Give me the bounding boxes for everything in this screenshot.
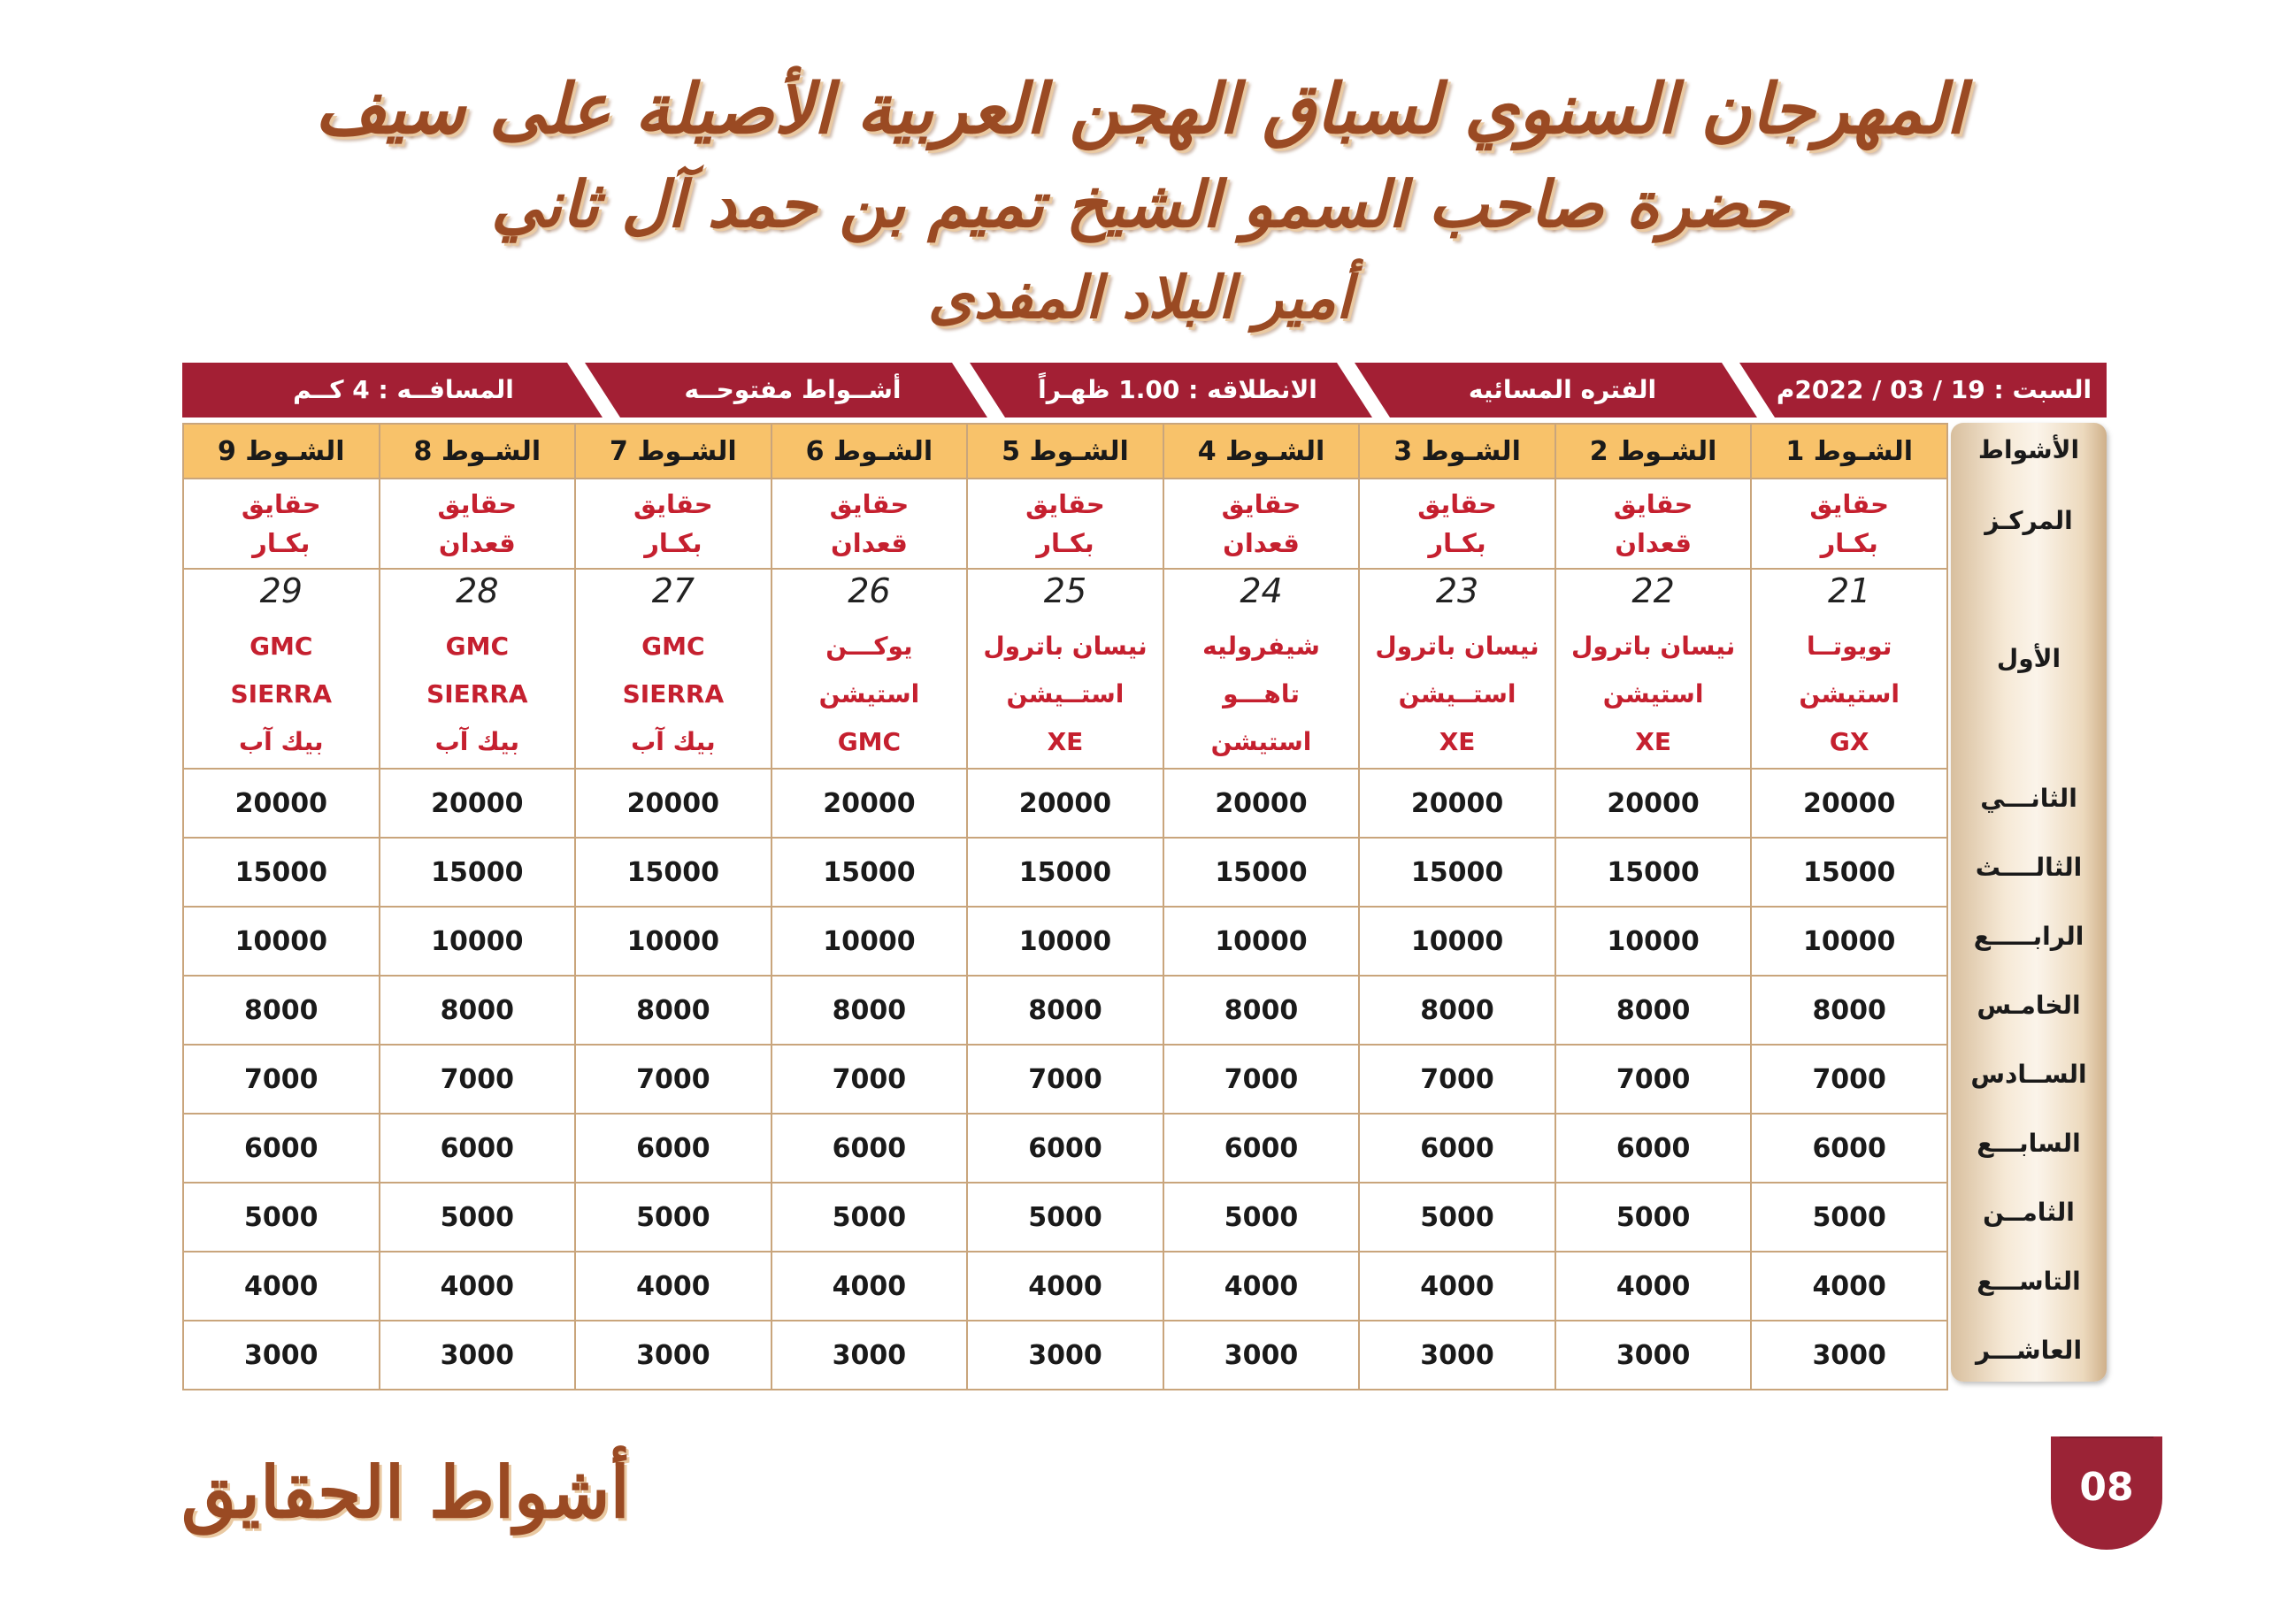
prize-cell: 6000 bbox=[1555, 1114, 1752, 1183]
title-line-3: أمير البلاد المفدى bbox=[927, 263, 1353, 332]
sex-text: بكـار bbox=[644, 528, 702, 558]
prize-cell: 15000 bbox=[772, 838, 968, 907]
prize-cell: 6000 bbox=[1751, 1114, 1947, 1183]
first-prize-cell bbox=[1359, 569, 1555, 769]
label-seventh: السابـــع bbox=[1977, 1129, 2081, 1158]
first-prize-cell bbox=[183, 569, 380, 769]
prize-cell: 8000 bbox=[772, 976, 968, 1045]
center-cell bbox=[575, 479, 772, 569]
prize-cell: 15000 bbox=[1163, 838, 1360, 907]
prize-cell: 8000 bbox=[1751, 976, 1947, 1045]
prize-cell: 10000 bbox=[967, 907, 1163, 976]
sex-text: بكـار bbox=[252, 528, 311, 558]
prize-cell: 3000 bbox=[183, 1321, 380, 1390]
prize-cell: 15000 bbox=[1751, 838, 1947, 907]
car-model: SIERRA bbox=[426, 679, 528, 709]
prize-cell: 4000 bbox=[183, 1252, 380, 1321]
center-cell bbox=[1163, 479, 1360, 569]
category-text: حقايق bbox=[1025, 489, 1105, 519]
prize-cell: 15000 bbox=[380, 838, 576, 907]
car-type: GX bbox=[1829, 727, 1869, 756]
prize-cell: 5000 bbox=[1163, 1183, 1360, 1252]
category-text: حقايق bbox=[437, 489, 518, 519]
car-make: نيسان باترول bbox=[1375, 632, 1539, 661]
prize-cell: 7000 bbox=[575, 1045, 772, 1114]
prize-cell: 6000 bbox=[183, 1114, 380, 1183]
prize-cell: 4000 bbox=[1163, 1252, 1360, 1321]
second-prize-row bbox=[183, 769, 1947, 838]
prize-cell: 4000 bbox=[575, 1252, 772, 1321]
category-text: حقايق bbox=[633, 489, 713, 519]
car-make: شيفروليه bbox=[1202, 632, 1320, 661]
car-type: XE bbox=[1047, 727, 1084, 756]
prize-cell: 5000 bbox=[183, 1183, 380, 1252]
round-header: الشـوط 4 bbox=[1163, 424, 1360, 479]
car-model: استــيشن bbox=[1006, 679, 1125, 709]
prize-cell: 4000 bbox=[1359, 1252, 1555, 1321]
first-prize-cell bbox=[967, 569, 1163, 769]
prize-cell: 7000 bbox=[772, 1045, 968, 1114]
prize-cell: 10000 bbox=[1163, 907, 1360, 976]
eighth-prize-row bbox=[183, 1183, 1947, 1252]
label-eighth: الثامــن bbox=[1983, 1198, 2075, 1227]
round-header: الشـوط 7 bbox=[575, 424, 772, 479]
round-header: الشـوط 9 bbox=[183, 424, 380, 479]
prize-cell: 10000 bbox=[772, 907, 968, 976]
label-fourth: الرابـــــع bbox=[1973, 922, 2084, 951]
car-make: يوكـــن bbox=[825, 632, 913, 661]
prize-cell: 6000 bbox=[1163, 1114, 1360, 1183]
car-number: 22 bbox=[1631, 571, 1675, 610]
category-text: حقايق bbox=[1417, 489, 1497, 519]
round-header: الشـوط 6 bbox=[772, 424, 968, 479]
round-header: الشـوط 2 bbox=[1555, 424, 1752, 479]
prize-cell: 5000 bbox=[380, 1183, 576, 1252]
prize-cell: 4000 bbox=[772, 1252, 968, 1321]
center-cell bbox=[1359, 479, 1555, 569]
rounds-header-row bbox=[183, 424, 1947, 479]
banner-period: الفتره المسائيه bbox=[1468, 375, 1657, 404]
car-type: XE bbox=[1439, 727, 1476, 756]
title-line-2: حضرة صاحب السمو الشيخ تميم بن حمد آل ثاني bbox=[491, 166, 1789, 241]
prize-cell: 5000 bbox=[967, 1183, 1163, 1252]
tenth-prize-row bbox=[183, 1321, 1947, 1390]
section-title: أشواط الحقايق bbox=[181, 1451, 630, 1534]
row-labels-column bbox=[1951, 423, 2107, 1382]
prize-cell: 4000 bbox=[380, 1252, 576, 1321]
car-make: نيسان باترول bbox=[1570, 632, 1736, 661]
fifth-prize-row bbox=[183, 976, 1947, 1045]
round-header: الشـوط 3 bbox=[1359, 424, 1555, 479]
label-first: الأول bbox=[1996, 644, 2061, 673]
title-line-1: المهرجان السنوي لسباق الهجن العربية الأصيلة على سيف bbox=[315, 69, 1965, 149]
category-text: حقايق bbox=[1809, 489, 1890, 519]
label-tenth: العاشـــر bbox=[1975, 1336, 2083, 1365]
prize-table bbox=[182, 423, 1948, 1390]
category-text: حقايق bbox=[241, 489, 321, 519]
car-number: 26 bbox=[848, 571, 891, 610]
seventh-prize-row bbox=[183, 1114, 1947, 1183]
title-block bbox=[0, 69, 2280, 356]
prize-cell: 3000 bbox=[1751, 1321, 1947, 1390]
prize-cell: 5000 bbox=[1555, 1183, 1752, 1252]
label-rounds: الأشواط bbox=[1977, 435, 2080, 464]
prize-cell: 8000 bbox=[183, 976, 380, 1045]
prize-cell: 15000 bbox=[183, 838, 380, 907]
page-number: 08 bbox=[2079, 1465, 2134, 1510]
car-type: GMC bbox=[837, 727, 902, 756]
car-model: استيشن bbox=[1799, 679, 1900, 709]
first-prize-cell bbox=[1751, 569, 1947, 769]
prize-cell: 5000 bbox=[772, 1183, 968, 1252]
car-type: استيشن bbox=[1210, 727, 1312, 756]
prize-cell: 7000 bbox=[380, 1045, 576, 1114]
first-prize-cell bbox=[1163, 569, 1360, 769]
banner-distance: المسافــه : 4 كــم bbox=[293, 375, 514, 404]
first-prize-cell bbox=[772, 569, 968, 769]
prize-cell: 3000 bbox=[1163, 1321, 1360, 1390]
car-model: استيشن bbox=[1602, 679, 1704, 709]
prize-cell: 7000 bbox=[1359, 1045, 1555, 1114]
car-make: نيسان باترول bbox=[983, 632, 1148, 661]
car-type: بيك آب bbox=[239, 727, 324, 756]
category-text: حقايق bbox=[1221, 489, 1301, 519]
sex-text: قعدان bbox=[831, 528, 908, 558]
prize-cell: 7000 bbox=[1751, 1045, 1947, 1114]
label-third: الثالــــث bbox=[1975, 853, 2083, 882]
ninth-prize-row bbox=[183, 1252, 1947, 1321]
prize-cell: 20000 bbox=[183, 769, 380, 838]
round-header: الشـوط 5 bbox=[967, 424, 1163, 479]
prize-cell: 20000 bbox=[772, 769, 968, 838]
car-make: GMC bbox=[249, 632, 313, 661]
prize-cell: 3000 bbox=[967, 1321, 1163, 1390]
prize-cell: 5000 bbox=[575, 1183, 772, 1252]
prize-cell: 8000 bbox=[1555, 976, 1752, 1045]
first-prize-cell bbox=[1555, 569, 1752, 769]
prize-cell: 20000 bbox=[380, 769, 576, 838]
car-type: XE bbox=[1635, 727, 1671, 756]
sex-text: بكـار bbox=[1036, 528, 1094, 558]
round-header: الشـوط 1 bbox=[1751, 424, 1947, 479]
prize-cell: 7000 bbox=[967, 1045, 1163, 1114]
prize-cell: 20000 bbox=[1751, 769, 1947, 838]
prize-cell: 4000 bbox=[1751, 1252, 1947, 1321]
prize-cell: 20000 bbox=[1359, 769, 1555, 838]
prize-cell: 10000 bbox=[1359, 907, 1555, 976]
first-prize-cell bbox=[575, 569, 772, 769]
third-prize-row bbox=[183, 838, 1947, 907]
prize-cell: 5000 bbox=[1359, 1183, 1555, 1252]
center-cell bbox=[380, 479, 576, 569]
prize-cell: 20000 bbox=[575, 769, 772, 838]
prize-cell: 20000 bbox=[1163, 769, 1360, 838]
car-number: 29 bbox=[259, 571, 303, 610]
banner-start-time: الانطلاقه : 1.00 ظهـراً bbox=[1038, 375, 1317, 404]
car-number: 21 bbox=[1828, 571, 1871, 610]
first-prize-row bbox=[183, 569, 1947, 769]
sex-text: قعدان bbox=[1223, 528, 1300, 558]
center-row bbox=[183, 479, 1947, 569]
sex-text: قعدان bbox=[1615, 528, 1692, 558]
prize-cell: 3000 bbox=[380, 1321, 576, 1390]
prize-cell: 8000 bbox=[1359, 976, 1555, 1045]
car-number: 24 bbox=[1240, 571, 1283, 610]
prize-cell: 15000 bbox=[967, 838, 1163, 907]
car-type: بيك آب bbox=[434, 727, 520, 756]
label-fifth: الخامـس bbox=[1977, 991, 2081, 1020]
car-model: SIERRA bbox=[230, 679, 333, 709]
car-number: 27 bbox=[651, 571, 695, 610]
prize-cell: 6000 bbox=[575, 1114, 772, 1183]
car-type: بيك آب bbox=[631, 727, 716, 756]
prize-cell: 6000 bbox=[967, 1114, 1163, 1183]
prize-cell: 8000 bbox=[380, 976, 576, 1045]
label-center: المركـز bbox=[1984, 506, 2073, 535]
prize-cell: 10000 bbox=[380, 907, 576, 976]
sex-text: بكـار bbox=[1820, 528, 1878, 558]
prize-cell: 15000 bbox=[575, 838, 772, 907]
banner-rounds-type: أشــواط مفتوحــه bbox=[684, 375, 902, 404]
car-model: SIERRA bbox=[622, 679, 725, 709]
prize-cell: 10000 bbox=[575, 907, 772, 976]
center-cell bbox=[967, 479, 1163, 569]
car-model: استيشن bbox=[818, 679, 920, 709]
prize-cell: 7000 bbox=[1555, 1045, 1752, 1114]
sex-text: قعدان bbox=[438, 528, 516, 558]
info-banner bbox=[182, 363, 2107, 417]
prize-cell: 5000 bbox=[1751, 1183, 1947, 1252]
prize-cell: 6000 bbox=[380, 1114, 576, 1183]
round-header: الشـوط 8 bbox=[380, 424, 576, 479]
prize-cell: 8000 bbox=[967, 976, 1163, 1045]
sex-text: بكـار bbox=[1428, 528, 1486, 558]
prize-cell: 10000 bbox=[1751, 907, 1947, 976]
prize-cell: 20000 bbox=[1555, 769, 1752, 838]
prize-cell: 3000 bbox=[772, 1321, 968, 1390]
center-cell bbox=[1751, 479, 1947, 569]
prize-cell: 8000 bbox=[1163, 976, 1360, 1045]
category-text: حقايق bbox=[829, 489, 910, 519]
label-sixth: الســادس bbox=[1970, 1060, 2087, 1089]
prize-cell: 7000 bbox=[183, 1045, 380, 1114]
prize-cell: 4000 bbox=[967, 1252, 1163, 1321]
prize-cell: 6000 bbox=[772, 1114, 968, 1183]
prize-cell: 6000 bbox=[1359, 1114, 1555, 1183]
banner-date: السبت : 19 / 03 / 2022م bbox=[1776, 375, 2092, 404]
category-text: حقايق bbox=[1613, 489, 1693, 519]
prize-cell: 15000 bbox=[1555, 838, 1752, 907]
car-number: 25 bbox=[1043, 571, 1087, 610]
sixth-prize-row bbox=[183, 1045, 1947, 1114]
first-prize-cell bbox=[380, 569, 576, 769]
prize-cell: 3000 bbox=[575, 1321, 772, 1390]
car-model: استــيشن bbox=[1398, 679, 1516, 709]
center-cell bbox=[183, 479, 380, 569]
car-number: 28 bbox=[456, 571, 499, 610]
car-make: GMC bbox=[641, 632, 705, 661]
center-cell bbox=[772, 479, 968, 569]
fourth-prize-row bbox=[183, 907, 1947, 976]
prize-cell: 3000 bbox=[1359, 1321, 1555, 1390]
prize-cell: 4000 bbox=[1555, 1252, 1752, 1321]
prize-cell: 15000 bbox=[1359, 838, 1555, 907]
car-model: تاهـــو bbox=[1223, 679, 1300, 709]
prize-cell: 20000 bbox=[967, 769, 1163, 838]
car-make: GMC bbox=[445, 632, 510, 661]
car-number: 23 bbox=[1435, 571, 1479, 610]
label-second: الثانـــي bbox=[1980, 784, 2077, 813]
label-ninth: التاســـع bbox=[1977, 1267, 2081, 1296]
prize-cell: 10000 bbox=[1555, 907, 1752, 976]
prize-cell: 8000 bbox=[575, 976, 772, 1045]
car-make: تويوتــا bbox=[1807, 632, 1892, 661]
prize-cell: 10000 bbox=[183, 907, 380, 976]
prize-cell: 3000 bbox=[1555, 1321, 1752, 1390]
center-cell bbox=[1555, 479, 1752, 569]
prize-cell: 7000 bbox=[1163, 1045, 1360, 1114]
